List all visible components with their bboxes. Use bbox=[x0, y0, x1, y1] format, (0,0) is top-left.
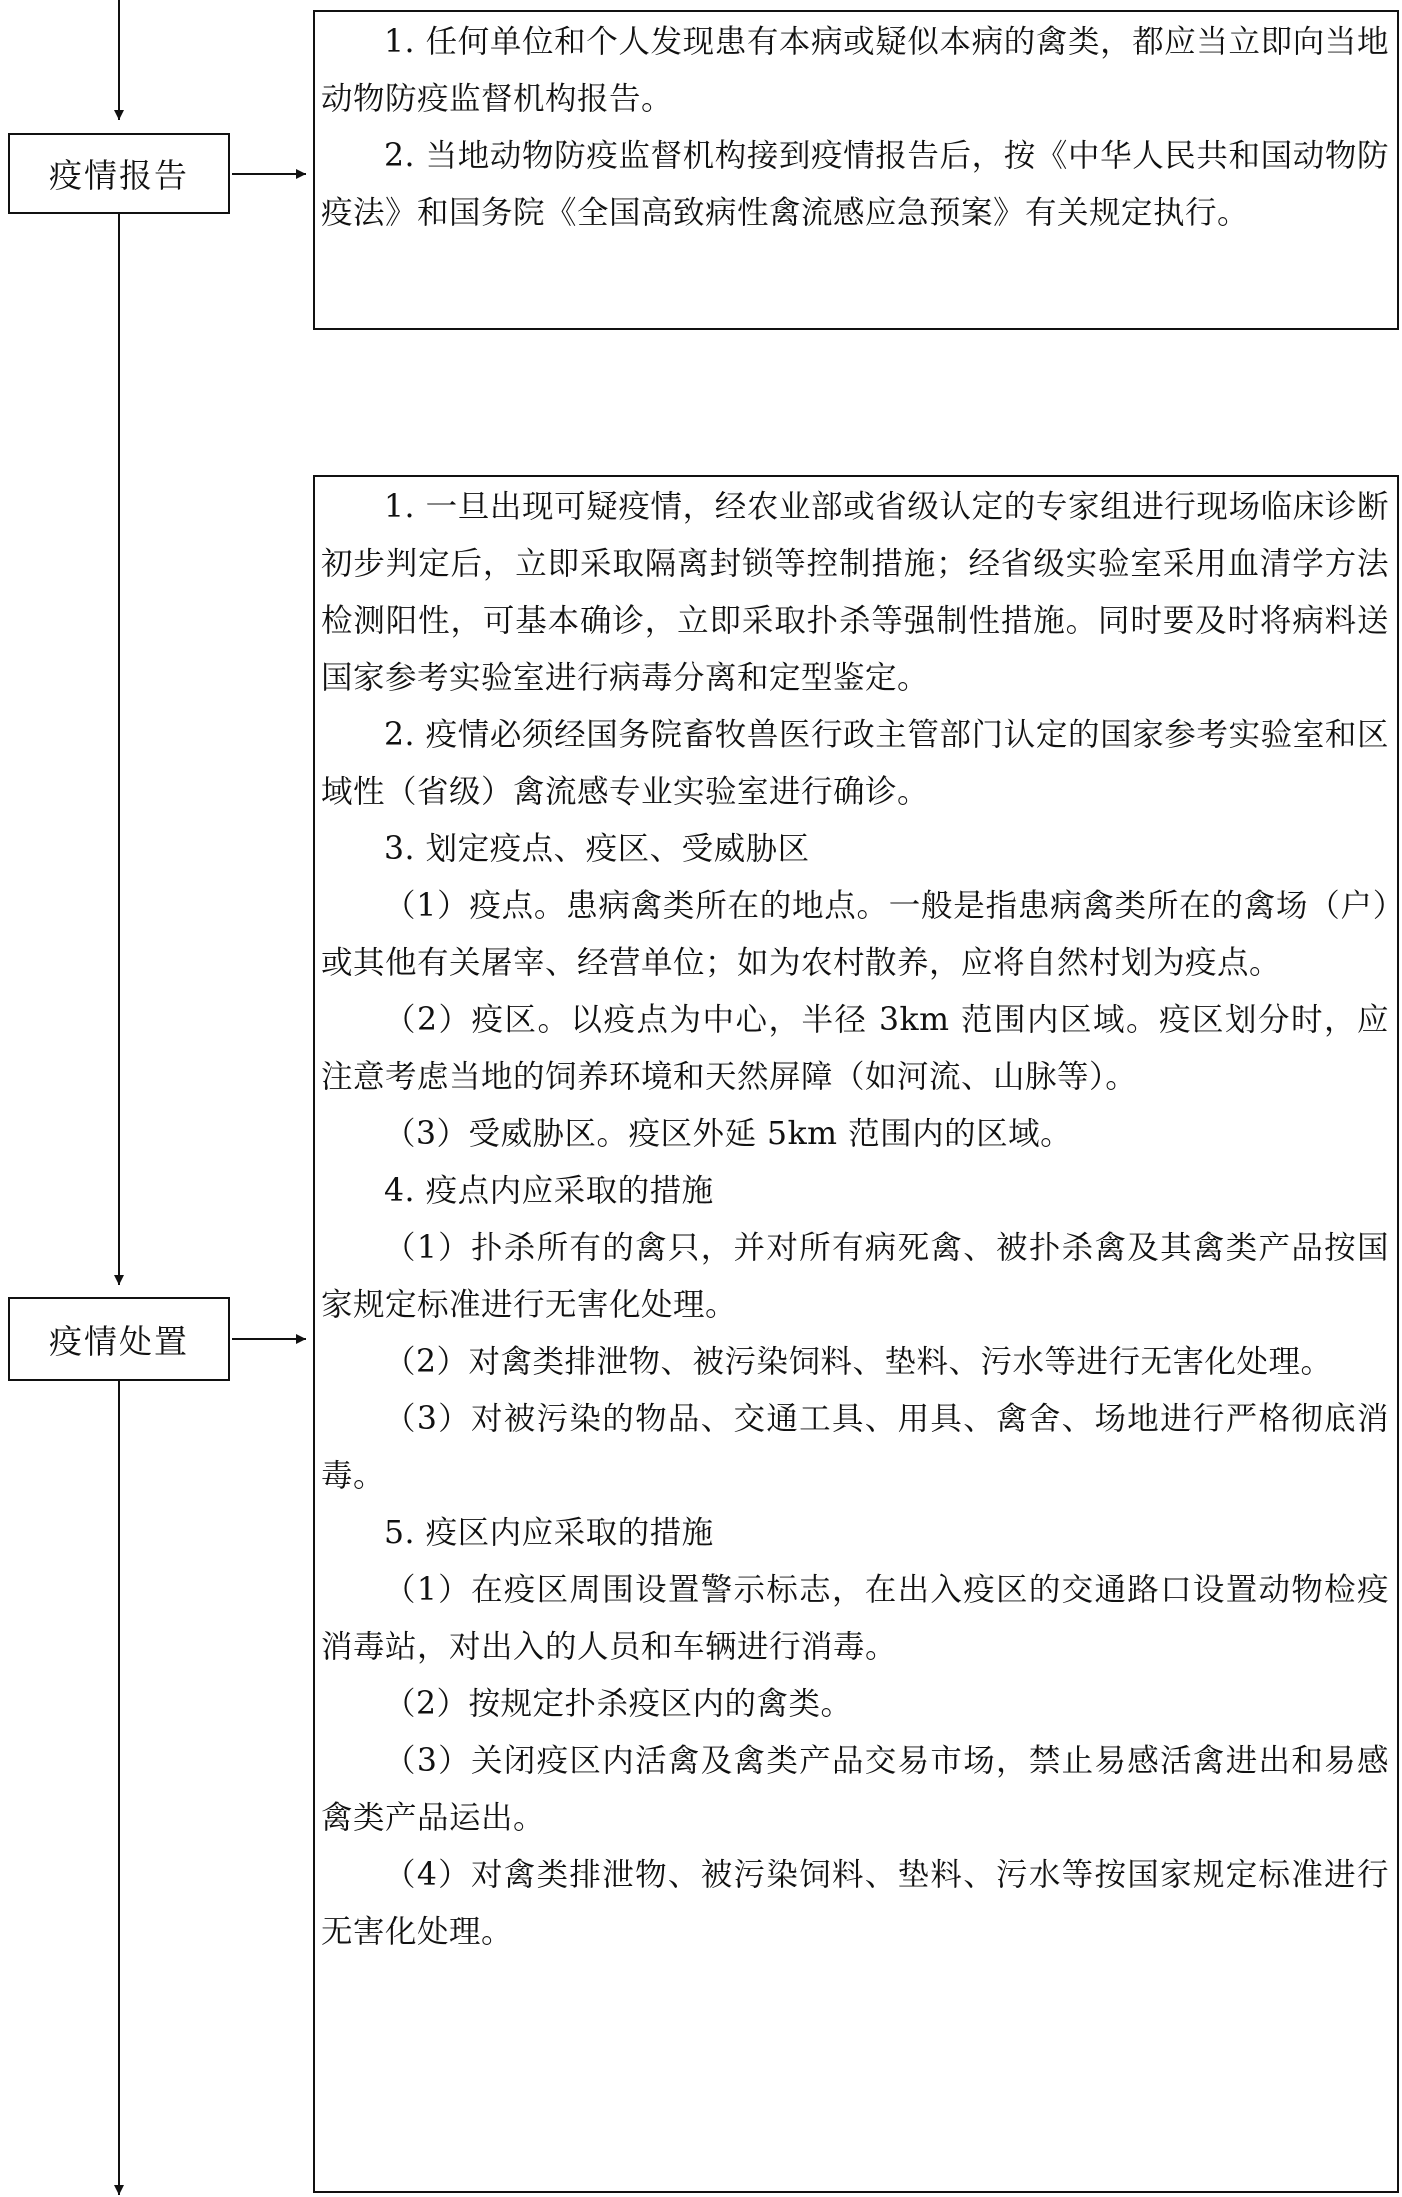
handling-paragraph: 1. 一旦出现可疑疫情，经农业部或省级认定的专家组进行现场临床诊断初步判定后，立即采取隔离封锁等控制措施；经省级实验室采用血清学方法检测阳性，可基本确诊，立即采取扑杀等强制性措施。同时要及时将病料送国家参考实验室进行病毒分离和定型鉴定。 bbox=[321, 489, 1389, 696]
step-label-handling: 疫情处置 bbox=[49, 1321, 189, 1361]
handling-paragraph: 2. 疫情必须经国务院畜牧兽医行政主管部门认定的国家参考实验室和区域性（省级）禽流感专业实验室进行确诊。 bbox=[321, 717, 1389, 810]
handling-paragraph: （1）疫点。患病禽类所在的地点。一般是指患病禽类所在的禽场（户）或其他有关屠宰、经营单位；如为农村散养，应将自然村划为疫点。 bbox=[321, 888, 1389, 981]
handling-heading: 5. 疫区内应采取的措施 bbox=[384, 1515, 714, 1551]
handling-heading: 4. 疫点内应采取的措施 bbox=[384, 1173, 714, 1209]
report-paragraph: 1. 任何单位和个人发现患有本病或疑似本病的禽类，都应当立即向当地动物防疫监督机构报告。 bbox=[321, 24, 1389, 117]
handling-heading: 3. 划定疫点、疫区、受威胁区 bbox=[384, 831, 810, 867]
handling-paragraph: （2）按规定扑杀疫区内的禽类。 bbox=[384, 1686, 853, 1722]
handling-paragraph: （3）受威胁区。疫区外延 5km 范围内的区域。 bbox=[384, 1116, 1073, 1152]
step-box-handling bbox=[8, 1297, 230, 1381]
step-box-report bbox=[8, 133, 230, 214]
handling-paragraph: （2）对禽类排泄物、被污染饲料、垫料、污水等进行无害化处理。 bbox=[384, 1344, 1333, 1380]
handling-paragraph: （1）在疫区周围设置警示标志，在出入疫区的交通路口设置动物检疫消毒站，对出入的人员和车辆进行消毒。 bbox=[321, 1572, 1389, 1665]
detail-box-report bbox=[313, 10, 1399, 330]
handling-paragraph: （3）对被污染的物品、交通工具、用具、禽舍、场地进行严格彻底消毒。 bbox=[321, 1401, 1389, 1494]
detail-box-handling bbox=[313, 475, 1399, 2193]
handling-paragraph: （4）对禽类排泄物、被污染饲料、垫料、污水等按国家规定标准进行无害化处理。 bbox=[321, 1857, 1389, 1950]
report-paragraph: 2. 当地动物防疫监督机构接到疫情报告后，按《中华人民共和国动物防疫法》和国务院《全国高致病性禽流感应急预案》有关规定执行。 bbox=[321, 138, 1389, 231]
step-label-report: 疫情报告 bbox=[49, 156, 189, 195]
handling-paragraph: （3）关闭疫区内活禽及禽类产品交易市场，禁止易感活禽进出和易感禽类产品运出。 bbox=[321, 1743, 1389, 1836]
handling-paragraph: （1）扑杀所有的禽只，并对所有病死禽、被扑杀禽及其禽类产品按国家规定标准进行无害化处理。 bbox=[321, 1230, 1389, 1323]
handling-paragraph: （2）疫区。以疫点为中心，半径 3km 范围内区域。疫区划分时，应注意考虑当地的饲养环境和天然屏障（如河流、山脉等）。 bbox=[321, 1002, 1389, 1095]
